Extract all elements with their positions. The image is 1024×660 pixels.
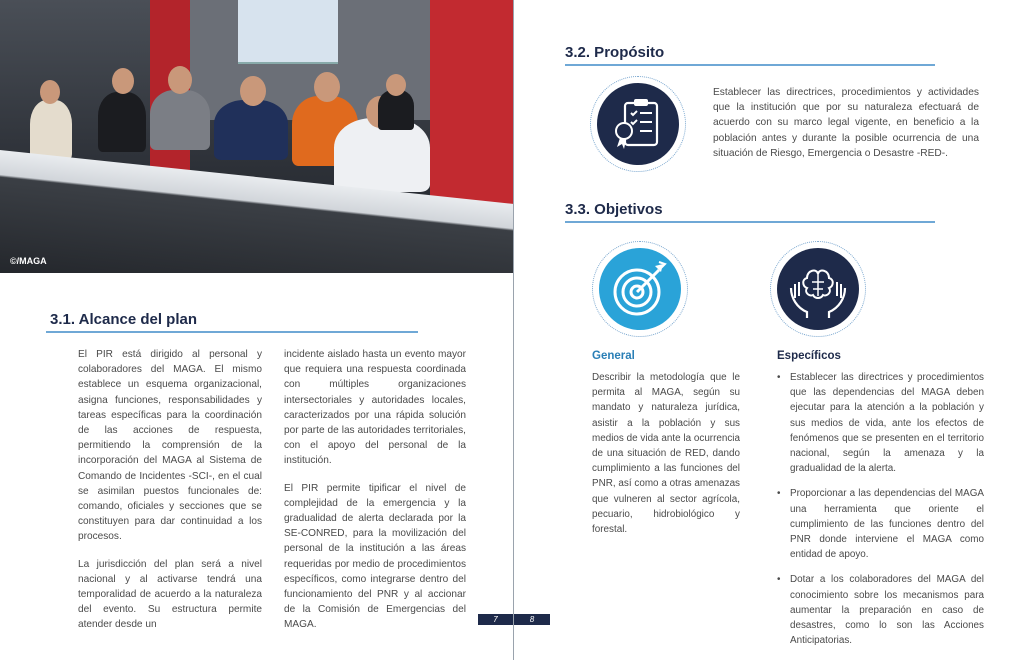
paragraph: La jurisdicción del plan será a nivel nacional y al activarse tendrá una temporalidad de acuerdo a la naturaleza del evento. Su estructura permite atender desde un xyxy=(78,558,262,631)
section-title-alcance: 3.1. Alcance del plan xyxy=(50,311,198,328)
paragraph: incidente aislado hasta un evento mayor que requiera una respuesta coordinada con múltiples organizaciones intersectoriales y autoridades locales, caracterizados por una rápida solución por parte de las autoridades territoriales, con el apoyo del personal de la institución. xyxy=(284,349,466,467)
page-number: 7 xyxy=(478,614,513,625)
paragraph: El PIR permite tipificar el nivel de complejidad de la emergencia y la gradualidad de alerta declarada por la SE-CONRED, para la movilización del personal de la institución a las áreas requeridas por medio de procedimientos específicos, como integrarse dentro del funcionamiento del PNR y al accionar de la Comisión de Emergencias del MAGA. xyxy=(284,482,466,631)
section-title-objetivos: 3.3. Objetivos xyxy=(565,201,663,218)
section-underline xyxy=(565,64,935,66)
general-text: Describir la metodología que le permita al MAGA, según su mandato y naturaleza jurídica, asistir a la población y sus medios de vida ante la ocurrencia de una situación de RED, dando cumplimiento a las funciones del PNR, así como a otras amenazas que vulneren al sector agrícola, pecuario, hidrobiológico y forestal. xyxy=(592,372,740,536)
especificos-title: Específicos xyxy=(777,350,841,362)
especificos-list xyxy=(777,370,984,658)
alcance-column-2 xyxy=(284,347,466,645)
target-icon xyxy=(599,248,681,330)
list-item: • Proporcionar a las dependencias del MAGA una herramienta que oriente el cumplimiento de las funciones dentro del PNR donde interviene el MAGA como entidad de apoyo. xyxy=(777,486,984,562)
paragraph: El PIR está dirigido al personal y colaboradores del MAGA. El mismo establece un esquema organizacional, asigna funciones, responsabilidades y tareas específicas para la coordinación de las acciones de respuesta, permitiendo la comprensión de la incorporación del MAGA al Sistema de Comando de Incidentes -SCI-, en el cual se asimilan puestos funcionales de: comando, oficiales y secciones que se constituyen para dar continuidad a los procesos. xyxy=(78,349,262,543)
brain-hands-icon xyxy=(777,248,859,330)
page-number: 8 xyxy=(514,614,550,625)
meeting-photo xyxy=(0,0,513,273)
general-title: General xyxy=(592,350,635,362)
section-underline xyxy=(46,331,418,333)
photo-credit: ©/MAGA xyxy=(10,256,47,266)
proposito-text: Establecer las directrices, procedimientos y actividades que la institución que por su naturaleza efectuará de acuerdo con su marco legal vigente, en beneficio a la población antes y durante la posible ocurrencia de una situación de Riesgo, Emergencia o Desastre -RED-. xyxy=(713,87,979,159)
alcance-column-1 xyxy=(78,347,262,645)
section-title-proposito: 3.2. Propósito xyxy=(565,44,665,61)
list-item: • Establecer las directrices y procedimientos que las dependencias del MAGA deben ejecutar para la atención a la población y sus medios de vida, ante los efectos de fenómenos que se presenten en el territorio nacional, según la amenaza y la gradualidad de la alerta. xyxy=(777,370,984,476)
list-item: • Dotar a los colaboradores del MAGA del conocimiento sobre los mecanismos para aumentar la preparación en caso de desastres, como lo son las Acciones Anticipatorias. xyxy=(777,572,984,648)
right-page xyxy=(514,0,1024,660)
clipboard-checklist-icon xyxy=(597,83,679,165)
section-underline xyxy=(565,221,935,223)
